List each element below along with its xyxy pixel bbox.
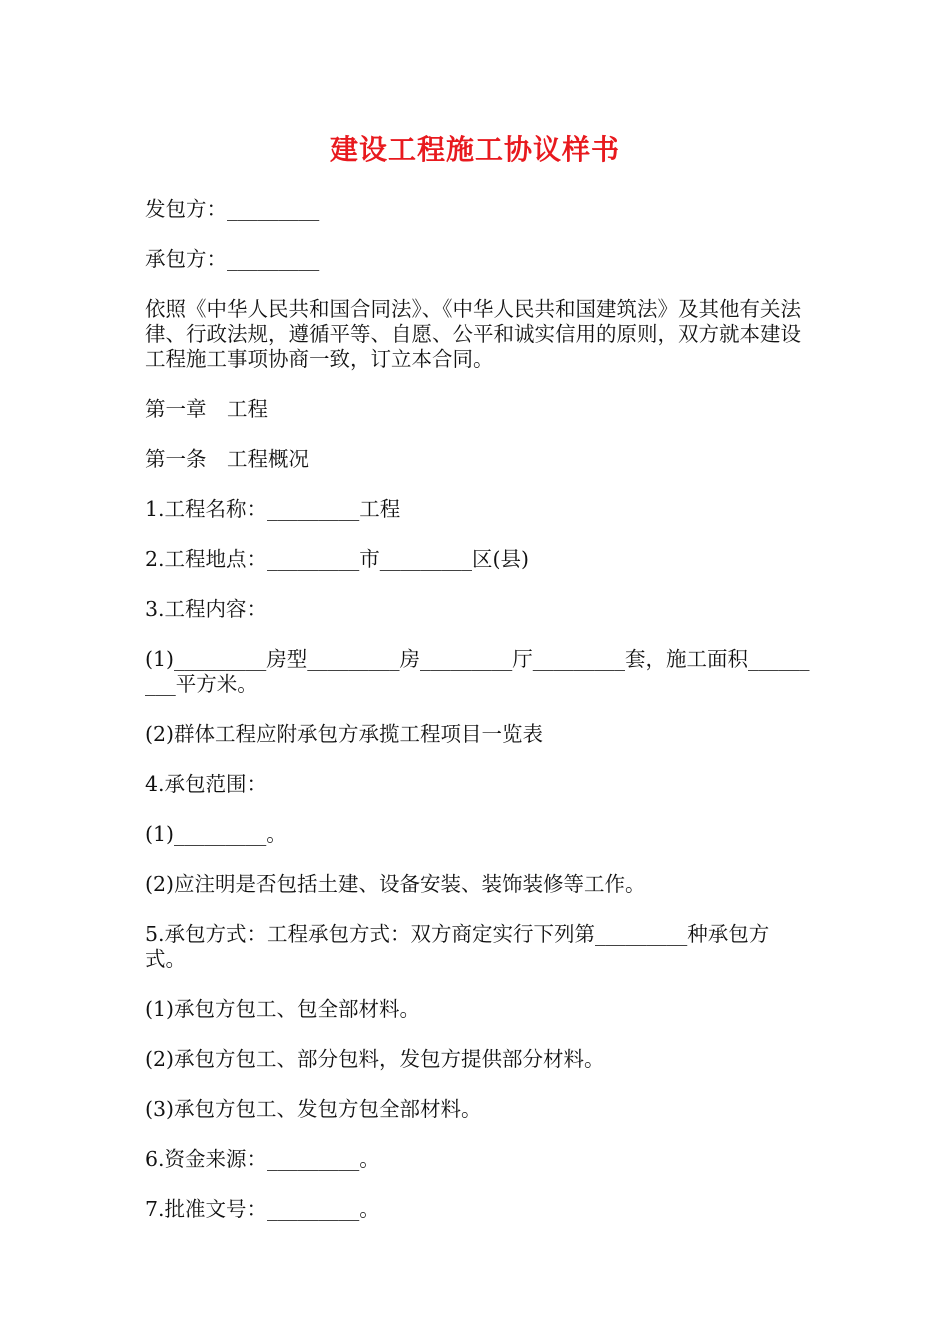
- clause-method-item-2: (2)承包方包工、部分包料，发包方提供部分材料。: [145, 1047, 605, 1071]
- chapter-heading: 第一章 工程: [145, 397, 268, 421]
- clause-content-item-1: (1)_________房型_________房_________厅_________套，施工面积_________平方米。: [145, 647, 810, 696]
- document-title: 建设工程施工协议样书: [329, 133, 620, 166]
- clause-scope-item-2: (2)应注明是否包括土建、设备安装、装饰装修等工作。: [145, 872, 646, 896]
- article-heading: 第一条 工程概况: [145, 447, 309, 471]
- clause-content-item-2: (2)群体工程应附承包方承揽工程项目一览表: [145, 722, 544, 746]
- document-body: [145, 197, 810, 1247]
- clause-project-location: 2.工程地点：_________市_________区(县): [145, 547, 530, 571]
- clause-approval-number: 7.批准文号：_________。: [145, 1197, 380, 1221]
- clause-funding-source: 6.资金来源：_________。: [145, 1147, 380, 1171]
- party-a-line: 发包方：_________: [145, 197, 320, 221]
- clause-scope-item-1: (1)_________。: [145, 822, 287, 846]
- preamble-paragraph: 依照《中华人民共和国合同法》、《中华人民共和国建筑法》及其他有关法律、行政法规，遵循平等、自愿、公平和诚实信用的原则，双方就本建设工程施工事项协商一致，订立本合同。: [145, 297, 801, 371]
- clause-project-name: 1.工程名称：_________工程: [145, 497, 401, 521]
- party-b-line: 承包方：_________: [145, 247, 320, 271]
- clause-method-item-3: (3)承包方包工、发包方包全部材料。: [145, 1097, 482, 1121]
- clause-project-content: 3.工程内容：: [145, 597, 268, 621]
- clause-method-item-1: (1)承包方包工、包全部材料。: [145, 997, 421, 1021]
- clause-contract-method: 5.承包方式：工程承包方式：双方商定实行下列第_________种承包方式。: [145, 922, 770, 971]
- clause-contract-scope: 4.承包范围：: [145, 772, 268, 796]
